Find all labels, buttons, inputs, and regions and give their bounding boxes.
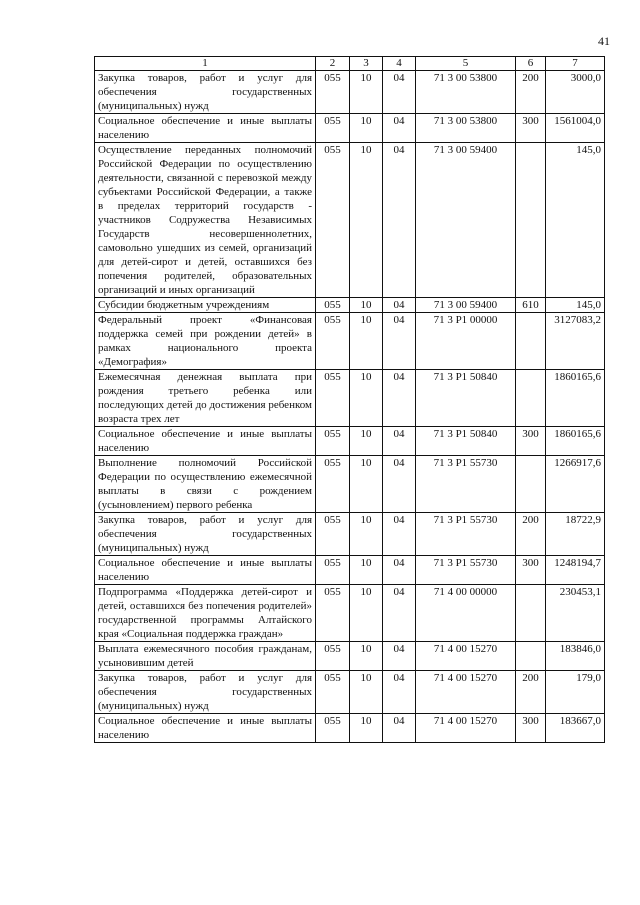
subsection-code-cell: 04 [383, 313, 416, 370]
amount-cell: 145,0 [546, 298, 605, 313]
expense-type-cell: 200 [516, 71, 546, 114]
section-code-cell: 10 [350, 427, 383, 456]
budget-table [94, 56, 605, 743]
expense-type-cell: 610 [516, 298, 546, 313]
item-name-cell: Социальное обеспечение и иные выплаты населению [95, 114, 316, 143]
subsection-code-cell: 04 [383, 456, 416, 513]
target-article-cell: 71 4 00 00000 [416, 585, 516, 642]
subsection-code-cell: 04 [383, 671, 416, 714]
target-article-cell: 71 3 00 53800 [416, 71, 516, 114]
ministry-code-cell: 055 [316, 671, 350, 714]
amount-cell: 179,0 [546, 671, 605, 714]
subsection-code-cell: 04 [383, 513, 416, 556]
item-name-cell: Выполнение полномочий Российской Федерации по осуществлению ежемесячной выплаты в связи с рождением (усыновлением) первого ребенка [95, 456, 316, 513]
table-row [95, 585, 605, 642]
expense-type-cell [516, 456, 546, 513]
ministry-code-cell: 055 [316, 456, 350, 513]
ministry-code-cell: 055 [316, 556, 350, 585]
amount-cell: 3127083,2 [546, 313, 605, 370]
ministry-code-cell: 055 [316, 143, 350, 298]
target-article-cell: 71 3 Р1 55730 [416, 513, 516, 556]
subsection-code-cell: 04 [383, 71, 416, 114]
target-article-cell: 71 4 00 15270 [416, 671, 516, 714]
table-row [95, 513, 605, 556]
item-name-cell: Закупка товаров, работ и услуг для обеспечения государственных (муниципальных) нужд [95, 671, 316, 714]
amount-cell: 1860165,6 [546, 427, 605, 456]
target-article-cell: 71 4 00 15270 [416, 642, 516, 671]
subsection-code-cell: 04 [383, 556, 416, 585]
section-code-cell: 10 [350, 71, 383, 114]
expense-type-cell [516, 313, 546, 370]
target-article-cell: 71 3 Р1 50840 [416, 427, 516, 456]
column-header: 4 [383, 57, 416, 71]
ministry-code-cell: 055 [316, 427, 350, 456]
table-header-row [95, 57, 605, 71]
item-name-cell: Субсидии бюджетным учреждениям [95, 298, 316, 313]
target-article-cell: 71 3 Р1 50840 [416, 370, 516, 427]
subsection-code-cell: 04 [383, 427, 416, 456]
amount-cell: 3000,0 [546, 71, 605, 114]
amount-cell: 183846,0 [546, 642, 605, 671]
page-number: 41 [598, 34, 610, 48]
expense-type-cell: 300 [516, 556, 546, 585]
subsection-code-cell: 04 [383, 114, 416, 143]
section-code-cell: 10 [350, 671, 383, 714]
amount-cell: 1860165,6 [546, 370, 605, 427]
subsection-code-cell: 04 [383, 370, 416, 427]
item-name-cell: Закупка товаров, работ и услуг для обеспечения государственных (муниципальных) нужд [95, 513, 316, 556]
expense-type-cell [516, 370, 546, 427]
table-row [95, 313, 605, 370]
expense-type-cell: 300 [516, 114, 546, 143]
expense-type-cell [516, 642, 546, 671]
table-row [95, 642, 605, 671]
expense-type-cell: 300 [516, 427, 546, 456]
column-header: 6 [516, 57, 546, 71]
table-row [95, 671, 605, 714]
subsection-code-cell: 04 [383, 585, 416, 642]
table-row [95, 714, 605, 743]
expense-type-cell: 200 [516, 513, 546, 556]
subsection-code-cell: 04 [383, 143, 416, 298]
amount-cell: 1561004,0 [546, 114, 605, 143]
table-row [95, 427, 605, 456]
column-header: 2 [316, 57, 350, 71]
target-article-cell: 71 3 00 53800 [416, 114, 516, 143]
table-row [95, 456, 605, 513]
table-row [95, 370, 605, 427]
expense-type-cell [516, 143, 546, 298]
section-code-cell: 10 [350, 143, 383, 298]
amount-cell: 145,0 [546, 143, 605, 298]
column-header: 7 [546, 57, 605, 71]
column-header: 1 [95, 57, 316, 71]
ministry-code-cell: 055 [316, 642, 350, 671]
ministry-code-cell: 055 [316, 714, 350, 743]
section-code-cell: 10 [350, 642, 383, 671]
item-name-cell: Подпрограмма «Поддержка детей-сирот и детей, оставшихся без попечения родителей» государственной программы Алтайского края «Социальная поддержка граждан» [95, 585, 316, 642]
ministry-code-cell: 055 [316, 298, 350, 313]
item-name-cell: Выплата ежемесячного пособия гражданам, усыновившим детей [95, 642, 316, 671]
target-article-cell: 71 3 Р1 55730 [416, 556, 516, 585]
expense-type-cell [516, 585, 546, 642]
target-article-cell: 71 3 Р1 00000 [416, 313, 516, 370]
amount-cell: 18722,9 [546, 513, 605, 556]
item-name-cell: Социальное обеспечение и иные выплаты населению [95, 556, 316, 585]
target-article-cell: 71 4 00 15270 [416, 714, 516, 743]
table-row [95, 114, 605, 143]
amount-cell: 1248194,7 [546, 556, 605, 585]
expense-type-cell: 300 [516, 714, 546, 743]
target-article-cell: 71 3 00 59400 [416, 143, 516, 298]
target-article-cell: 71 3 00 59400 [416, 298, 516, 313]
table-row [95, 71, 605, 114]
amount-cell: 1266917,6 [546, 456, 605, 513]
subsection-code-cell: 04 [383, 714, 416, 743]
expense-type-cell: 200 [516, 671, 546, 714]
table-row [95, 143, 605, 298]
item-name-cell: Закупка товаров, работ и услуг для обеспечения государственных (муниципальных) нужд [95, 71, 316, 114]
item-name-cell: Федеральный проект «Финансовая поддержка семей при рождении детей» в рамках национального проекта «Демография» [95, 313, 316, 370]
section-code-cell: 10 [350, 556, 383, 585]
ministry-code-cell: 055 [316, 71, 350, 114]
section-code-cell: 10 [350, 585, 383, 642]
column-header: 3 [350, 57, 383, 71]
subsection-code-cell: 04 [383, 642, 416, 671]
section-code-cell: 10 [350, 513, 383, 556]
item-name-cell: Социальное обеспечение и иные выплаты населению [95, 427, 316, 456]
table-row [95, 556, 605, 585]
item-name-cell: Осуществление переданных полномочий Российской Федерации по осуществлению деятельности, связанной с перевозкой между субъектами Российской Федерации, а также в пределах территорий государств - участников Содружества Независимых Государств несовершеннолетних, самовольно ушедших из семей, организаций для детей-сирот и детей, оставшихся без попечения родителей, образовательных организаций и иных организаций [95, 143, 316, 298]
section-code-cell: 10 [350, 298, 383, 313]
target-article-cell: 71 3 Р1 55730 [416, 456, 516, 513]
item-name-cell: Социальное обеспечение и иные выплаты населению [95, 714, 316, 743]
ministry-code-cell: 055 [316, 313, 350, 370]
ministry-code-cell: 055 [316, 585, 350, 642]
section-code-cell: 10 [350, 714, 383, 743]
ministry-code-cell: 055 [316, 114, 350, 143]
amount-cell: 230453,1 [546, 585, 605, 642]
section-code-cell: 10 [350, 370, 383, 427]
section-code-cell: 10 [350, 313, 383, 370]
table-row [95, 298, 605, 313]
item-name-cell: Ежемесячная денежная выплата при рождения третьего ребенка или последующих детей до достижения ребенком возраста трех лет [95, 370, 316, 427]
section-code-cell: 10 [350, 456, 383, 513]
ministry-code-cell: 055 [316, 370, 350, 427]
ministry-code-cell: 055 [316, 513, 350, 556]
amount-cell: 183667,0 [546, 714, 605, 743]
subsection-code-cell: 04 [383, 298, 416, 313]
section-code-cell: 10 [350, 114, 383, 143]
column-header: 5 [416, 57, 516, 71]
